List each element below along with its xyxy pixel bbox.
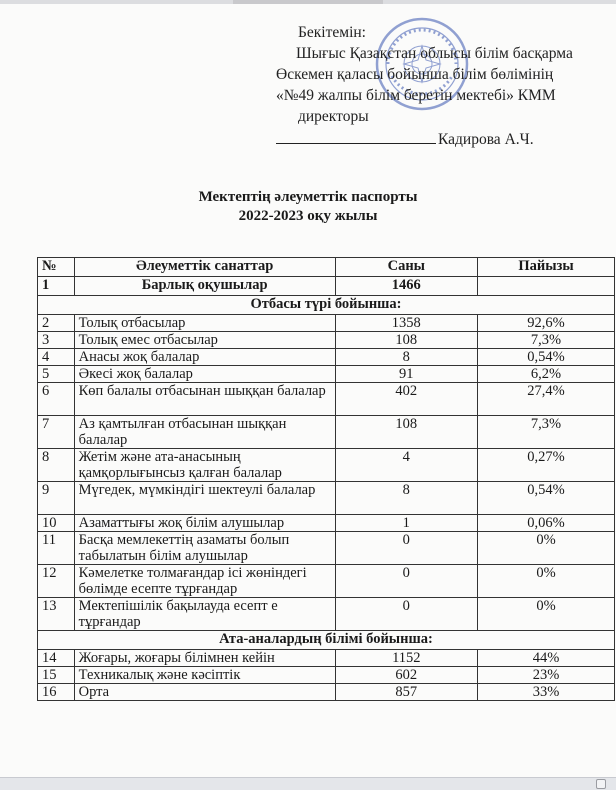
cell-category: Толық емес отбасылар (74, 332, 335, 349)
cell-no: 4 (38, 349, 75, 366)
cell-category: Барлық оқушылар (74, 277, 335, 296)
cell-count: 1 (335, 515, 477, 532)
cell-category: Басқа мемлекеттің азаматы болып табылатын білім алушылар (74, 532, 335, 565)
cell-category: Азаматтығы жоқ білім алушылар (74, 515, 335, 532)
cell-no: 10 (38, 515, 75, 532)
cell-no: 14 (38, 650, 75, 667)
cell-category: Жетім және ата-анасының қамқорлығынсыз қалған балалар (74, 449, 335, 482)
cell-category: Орта (74, 684, 335, 701)
header-category: Әлеуметтік санаттар (74, 258, 335, 277)
table-row (38, 332, 615, 349)
cell-count: 0 (335, 565, 477, 598)
table-row-total (38, 277, 615, 296)
cell-percent: 92,6% (477, 315, 614, 332)
signatory-name: Кадирова А.Ч. (438, 131, 534, 148)
cell-count: 1466 (335, 277, 477, 296)
cell-category: Анасы жоқ балалар (74, 349, 335, 366)
approval-block (276, 22, 612, 150)
cell-category: Толық отбасылар (74, 315, 335, 332)
table-row (38, 366, 615, 383)
cell-percent: 23% (477, 667, 614, 684)
signature-line (276, 127, 612, 150)
cell-no: 5 (38, 366, 75, 383)
cell-no: 12 (38, 565, 75, 598)
cell-count: 4 (335, 449, 477, 482)
cell-percent: 0,27% (477, 449, 614, 482)
approval-line-2: Шығыс Қазақстан облысы білім басқарма (296, 45, 573, 62)
table-row (38, 598, 615, 631)
cell-no: 16 (38, 684, 75, 701)
cell-count: 108 (335, 332, 477, 349)
cell-percent: 7,3% (477, 332, 614, 349)
cell-percent: 0% (477, 532, 614, 565)
header-count: Саны (335, 258, 477, 277)
cell-no: 1 (38, 277, 75, 296)
table-row (38, 383, 615, 416)
section-label: Ата-аналардың білімі бойынша: (38, 631, 615, 650)
approval-line-3: Өскемен қаласы бойынша білім бөлімінің (276, 66, 554, 83)
cell-count: 1358 (335, 315, 477, 332)
cell-percent: 7,3% (477, 416, 614, 449)
table-row (38, 667, 615, 684)
cell-count: 108 (335, 416, 477, 449)
table-row (38, 449, 615, 482)
document-title: Мектептің әлеуметтік паспорты (198, 189, 418, 205)
approval-line-5: директоры (298, 108, 369, 125)
cell-percent: 0% (477, 565, 614, 598)
cell-count: 1152 (335, 650, 477, 667)
cell-count: 857 (335, 684, 477, 701)
table-row (38, 565, 615, 598)
cell-percent: 0,54% (477, 482, 614, 515)
scroll-handle[interactable] (596, 779, 606, 789)
table-row (38, 515, 615, 532)
table-row (38, 482, 615, 515)
cell-category: Мектепішілік бақылауда есепт е тұрғандар (74, 598, 335, 631)
document-subtitle: 2022-2023 оқу жылы (238, 208, 378, 224)
document-page (0, 4, 616, 777)
cell-percent: 44% (477, 650, 614, 667)
cell-no: 7 (38, 416, 75, 449)
table-row (38, 650, 615, 667)
cell-no: 8 (38, 449, 75, 482)
signature-underline (276, 127, 436, 144)
cell-no: 6 (38, 383, 75, 416)
header-percent: Пайызы (477, 258, 614, 277)
section-row-education (38, 631, 615, 650)
section-row-family (38, 296, 615, 315)
table-row (38, 349, 615, 366)
social-passport-table (37, 257, 615, 701)
viewer-bottom-bar (0, 777, 616, 790)
cell-no: 3 (38, 332, 75, 349)
table-row (38, 416, 615, 449)
cell-count: 602 (335, 667, 477, 684)
cell-category: Жоғары, жоғары білімнен кейін (74, 650, 335, 667)
cell-count: 0 (335, 532, 477, 565)
header-no: № (38, 258, 75, 277)
cell-category: Мүгедек, мүмкіндігі шектеулі балалар (74, 482, 335, 515)
cell-category: Көп балалы отбасынан шыққан балалар (74, 383, 335, 416)
cell-count: 0 (335, 598, 477, 631)
cell-no: 9 (38, 482, 75, 515)
cell-percent: 0% (477, 598, 614, 631)
table-row (38, 532, 615, 565)
cell-percent: 0,54% (477, 349, 614, 366)
table-row (38, 684, 615, 701)
cell-no: 15 (38, 667, 75, 684)
cell-category: Кәмелетке толмағандар ісі жөніндегі бөлімде есепте тұрғандар (74, 565, 335, 598)
cell-no: 2 (38, 315, 75, 332)
approval-line-4: «№49 жалпы білім беретін мектебі» КММ (276, 87, 556, 104)
cell-percent: 0,06% (477, 515, 614, 532)
cell-percent: 27,4% (477, 383, 614, 416)
cell-no: 13 (38, 598, 75, 631)
section-label: Отбасы түрі бойынша: (38, 296, 615, 315)
cell-percent (477, 277, 614, 296)
cell-percent: 6,2% (477, 366, 614, 383)
cell-no: 11 (38, 532, 75, 565)
cell-count: 8 (335, 349, 477, 366)
cell-count: 91 (335, 366, 477, 383)
cell-category: Әкесі жоқ балалар (74, 366, 335, 383)
cell-category: Аз қамтылған отбасынан шыққан балалар (74, 416, 335, 449)
cell-category: Техникалық және кәсіптік (74, 667, 335, 684)
cell-count: 402 (335, 383, 477, 416)
cell-percent: 33% (477, 684, 614, 701)
table-row (38, 315, 615, 332)
approval-line-1: Бекітемін: (298, 24, 366, 41)
cell-count: 8 (335, 482, 477, 515)
table-header-row (38, 258, 615, 277)
